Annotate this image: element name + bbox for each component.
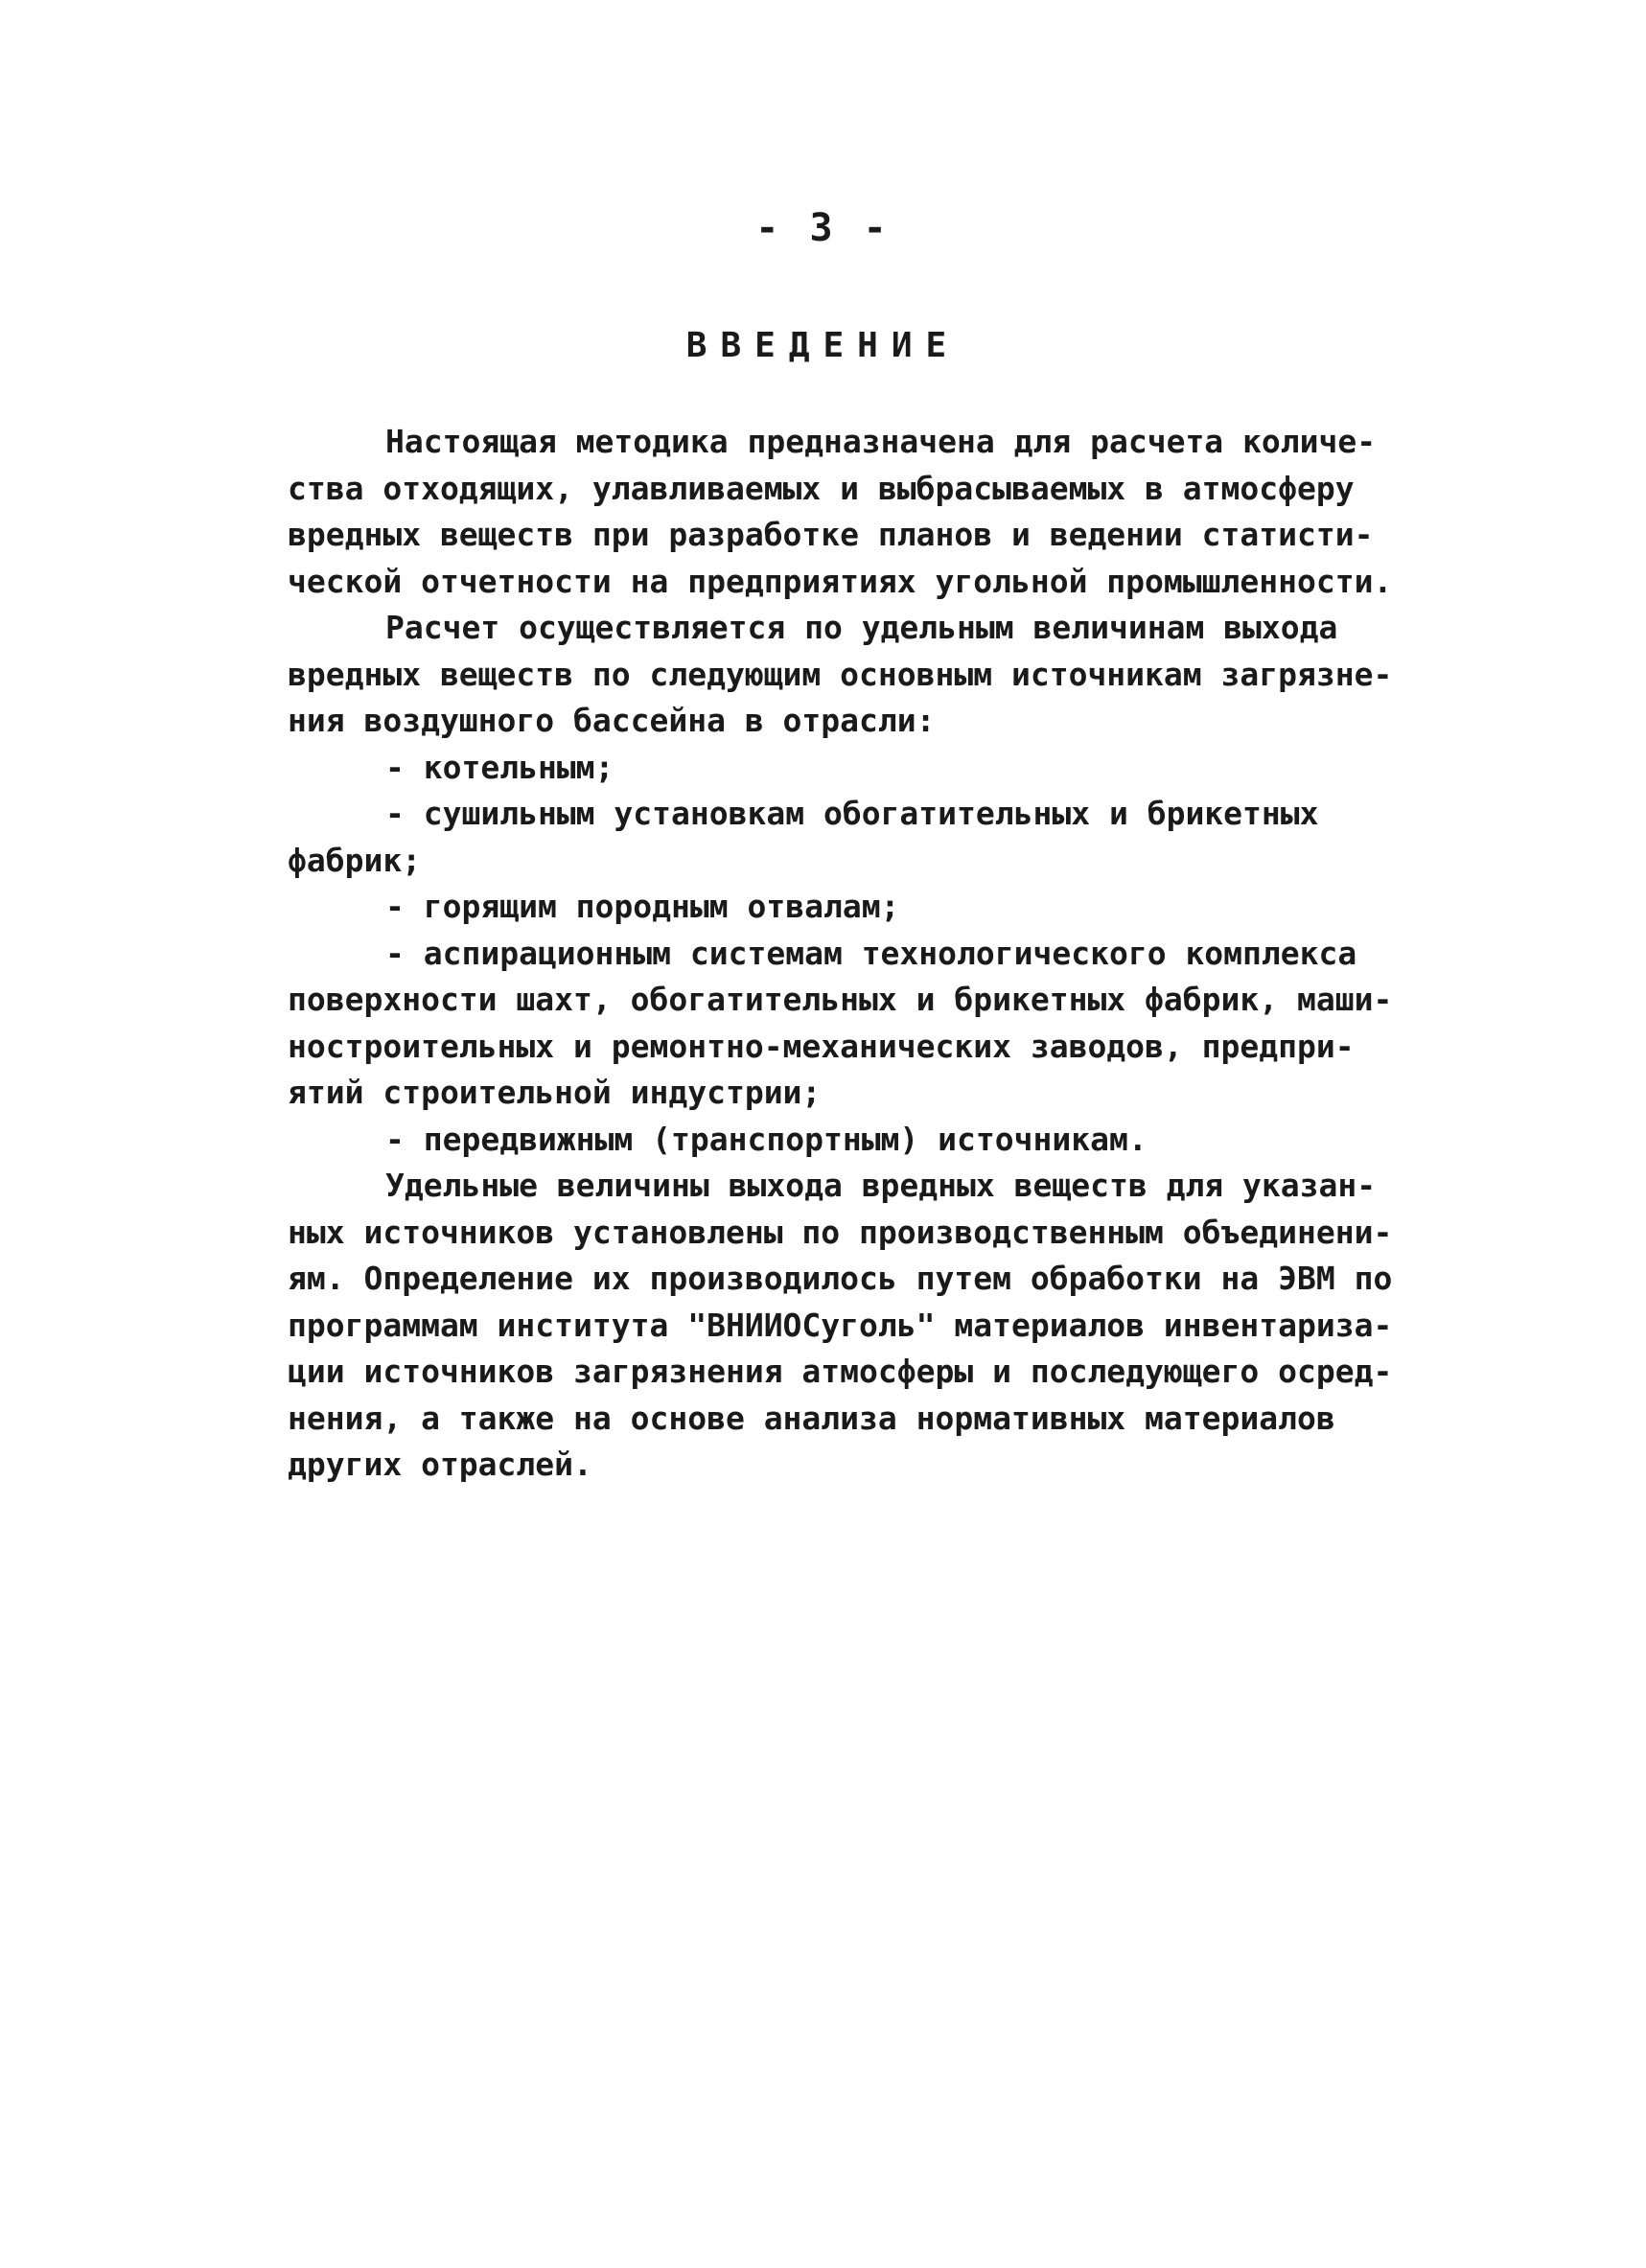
text-line: ции источников загрязнения атмосферы и последующего осред- xyxy=(288,1353,1393,1390)
text-line: программам института "ВНИИОСуголь" материалов инвентариза- xyxy=(288,1306,1393,1344)
text-line: других отраслей. xyxy=(288,1446,592,1483)
page-number: - 3 - xyxy=(755,206,891,250)
text-line: нения, а также на основе анализа нормативных материалов xyxy=(288,1399,1335,1437)
text-line: ния воздушного бассейна в отрасли: xyxy=(288,702,936,739)
text-line: - передвижным (транспортным) источникам. xyxy=(385,1120,1148,1158)
text-line: ных источников установлены по производственным объединени- xyxy=(288,1213,1393,1251)
section-heading: ВВЕДЕНИЕ xyxy=(685,326,961,365)
body-text xyxy=(288,419,1438,1489)
text-line: - котельным; xyxy=(385,748,614,786)
text-line: Удельные величины выхода вредных веществ для указан- xyxy=(385,1167,1377,1204)
text-line: - сушильным установкам обогатительных и брикетных xyxy=(385,795,1319,832)
text-line: Настоящая методика предназначена для расчета количе- xyxy=(385,423,1377,460)
text-line: - горящим породным отвалам; xyxy=(385,888,900,925)
text-line: поверхности шахт, обогатительных и брикетных фабрик, маши- xyxy=(288,981,1393,1018)
text-line: фабрик; xyxy=(288,841,422,879)
text-line: вредных веществ при разработке планов и ведении статисти- xyxy=(288,516,1374,553)
text-line: ям. Определение их производилось путем обработки на ЭВМ по xyxy=(288,1260,1393,1297)
text-line: Расчет осуществляется по удельным величинам выхода xyxy=(385,609,1338,646)
text-line: - аспирационным системам технологического комплекса xyxy=(385,934,1357,972)
text-line: ностроительных и ремонтно-механических заводов, предпри- xyxy=(288,1027,1355,1065)
text-line: вредных веществ по следующим основным источникам загрязне- xyxy=(288,655,1393,693)
text-line: ства отходящих, улавливаемых и выбрасываемых в атмосферу xyxy=(288,469,1355,507)
text-line: ятий строительной индустрии; xyxy=(288,1074,822,1111)
text-line: ческой отчетности на предприятиях угольной промышленности. xyxy=(288,562,1393,600)
